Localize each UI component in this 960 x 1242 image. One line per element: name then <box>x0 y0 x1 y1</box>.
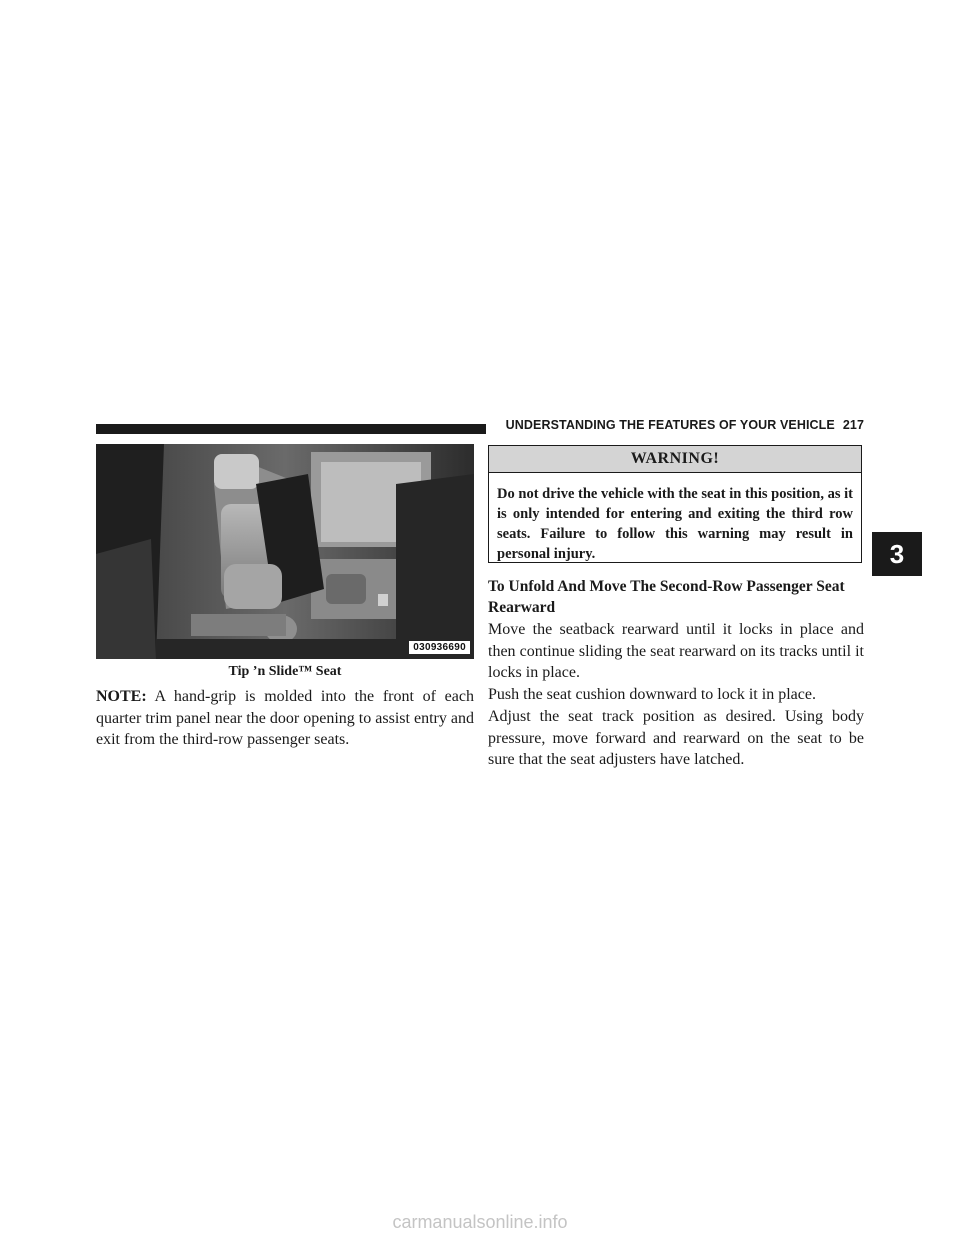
note-label: NOTE: <box>96 688 147 705</box>
running-header <box>500 418 864 432</box>
chapter-tab: 3 <box>872 532 922 576</box>
paragraph-1: Move the seatback rearward until it locks in place and then continue sliding the seat rearward on its tracks until it locks in place. <box>488 621 864 681</box>
paragraph-3: Adjust the seat track position as desired. Using body pressure, move forward and rearward on the seat to be sure that the seat adjusters have latched. <box>488 708 864 768</box>
figure-code: 030936690 <box>409 641 470 654</box>
section-heading: To Unfold And Move The Second-Row Passenger Seat Rearward <box>488 578 845 616</box>
warning-text: Do not drive the vehicle with the seat in this position, as it is only intended for entering and exiting the third row seats. Failure to follow this warning may result in personal injury. <box>497 486 853 562</box>
figure-caption: Tip ’n Slide™ Seat <box>228 664 342 679</box>
header-rule <box>96 424 486 434</box>
paragraph-2: Push the seat cushion downward to lock it in place. <box>488 686 816 703</box>
page-number: 217 <box>842 418 864 432</box>
note-text: A hand-grip is molded into the front of each quarter trim panel near the door opening to assist entry and exit from the third-row passenger seats. <box>96 688 474 748</box>
seat-photo <box>96 444 474 659</box>
watermark-link[interactable]: carmanualsonline.info <box>392 1212 568 1232</box>
warning-box <box>488 445 862 563</box>
section-title: UNDERSTANDING THE FEATURES OF YOUR VEHICLE <box>505 418 835 432</box>
seat-illustration <box>96 444 474 659</box>
note-paragraph <box>96 686 474 751</box>
warning-title: WARNING! <box>489 446 861 473</box>
